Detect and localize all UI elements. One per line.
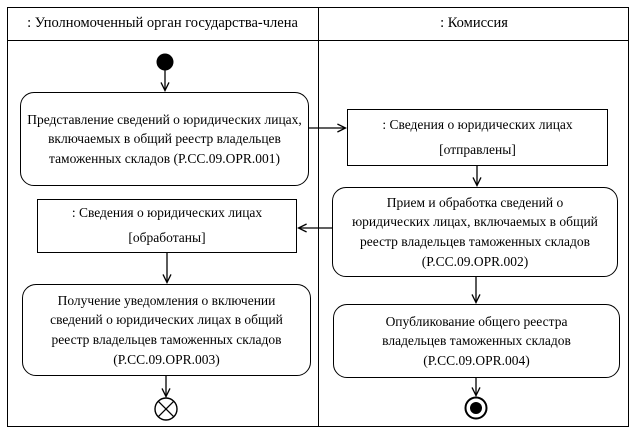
object-name: : Сведения о юридических лицах (382, 116, 573, 132)
object-state: [обработаны] (128, 230, 206, 245)
activity-opr002: Прием и обработка сведений о юридических лицах, включаемых в общий реестр владельцев таможенных складов (P.CC.09.OPR.002) (332, 187, 618, 277)
activity-opr003: Получение уведомления о включении сведений о юридических лицах в общий реестр владельцев таможенных складов (P.CC.09.OPR.003) (22, 284, 311, 376)
object-state: [отправлены] (439, 141, 516, 157)
object-name: : Сведения о юридических лицах (71, 205, 263, 221)
lane-header-commission: : Комиссия (440, 15, 508, 31)
activity-opr001: Представление сведений о юридических лицах, включаемых в общий реестр владельцев таможенных складов (P.CC.09.OPR.001) (20, 92, 309, 186)
lane-header-authorized-body: : Уполномоченный орган государства-члена (27, 15, 298, 31)
object-note-processed (37, 199, 297, 253)
lane-header-separator (7, 40, 629, 41)
swimlane-divider (318, 7, 319, 427)
object-note-sent (347, 109, 608, 166)
activity-opr004: Опубликование общего реестра владельцев таможенных складов (P.CC.09.OPR.004) (333, 304, 620, 378)
